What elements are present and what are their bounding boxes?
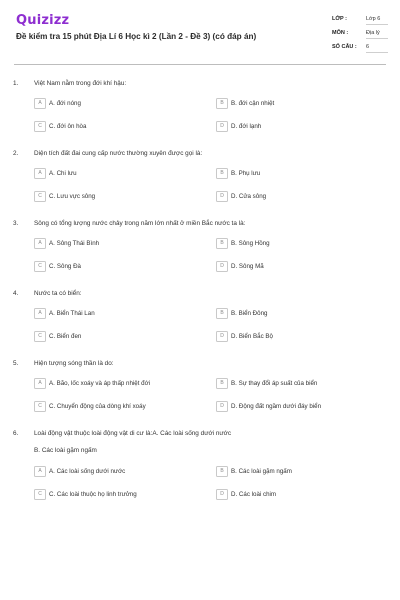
- option-letter-box: A: [34, 466, 46, 477]
- option-text: B. Sông Hồng: [231, 239, 270, 247]
- option-letter-box: C: [34, 489, 46, 500]
- option-letter-box: D: [216, 489, 228, 500]
- option-text: D. Động đất ngầm dưới đáy biển: [231, 402, 322, 410]
- option-letter-box: D: [216, 191, 228, 202]
- question-text: Hiện tượng sóng thần là do:: [34, 360, 114, 367]
- option-text: C. Biển đen: [49, 332, 82, 340]
- meta-subject: [332, 28, 390, 42]
- question-number: 3.: [13, 220, 19, 227]
- option-text: C. Các loài thuộc họ linh trưởng: [49, 490, 137, 498]
- question-number: 5.: [13, 360, 19, 367]
- meta-class-label: LỚP :: [332, 16, 347, 22]
- meta-class-value: Lớp 6: [366, 16, 388, 25]
- question-number: 2.: [13, 150, 19, 157]
- option-text: C. Chuyển động của dòng khí xoáy: [49, 402, 146, 410]
- option-text: D. đới lạnh: [231, 122, 262, 130]
- option-text: D. Biển Bắc Bộ: [231, 332, 273, 340]
- quizizz-logo: Quizizz: [16, 13, 70, 28]
- option-text: D. Cửa sông: [231, 192, 267, 200]
- option-text: C. đới ôn hòa: [49, 122, 87, 130]
- option-letter-box: D: [216, 121, 228, 132]
- meta-subject-value: Địa lý: [366, 30, 388, 39]
- option-text: A. Sông Thái Bình: [49, 239, 100, 247]
- option-letter-box: B: [216, 98, 228, 109]
- option-text: A. Bão, lốc xoáy và áp thấp nhiệt đới: [49, 379, 151, 387]
- question-number: 1.: [13, 80, 19, 87]
- question-text: Nước ta có biển:: [34, 290, 82, 297]
- option-letter-box: A: [34, 378, 46, 389]
- option-text: A. Chi lưu: [49, 169, 77, 177]
- option-letter-box: C: [34, 191, 46, 202]
- option-letter-box: D: [216, 261, 228, 272]
- meta-class: [332, 14, 390, 28]
- option-letter-box: C: [34, 401, 46, 412]
- question-text: Loài động vật thuộc loài động vật di cư là:A. Các loài sống dưới nước: [34, 430, 232, 437]
- header-divider: [14, 64, 386, 65]
- option-letter-box: C: [34, 121, 46, 132]
- option-letter-box: D: [216, 331, 228, 342]
- question-number: 6.: [13, 430, 19, 437]
- option-letter-box: C: [34, 261, 46, 272]
- option-text: C. Lưu vực sông: [49, 192, 96, 200]
- worksheet-meta: [332, 14, 390, 56]
- option-letter-box: C: [34, 331, 46, 342]
- option-text: D. Các loài chim: [231, 490, 277, 498]
- meta-question-count: [332, 42, 390, 56]
- meta-subject-label: MÔN :: [332, 30, 349, 36]
- option-letter-box: A: [34, 168, 46, 179]
- meta-question-count-label: SỐ CÂU :: [332, 44, 357, 50]
- option-letter-box: A: [34, 98, 46, 109]
- question-text: Sông có tổng lượng nước chảy trong năm lớn nhất ở miền Bắc nước ta là:: [34, 220, 246, 227]
- worksheet-title: Đề kiểm tra 15 phút Địa Lí 6 Học kì 2 (Lần 2 - Đề 3) (có đáp án): [16, 32, 257, 41]
- option-letter-box: B: [216, 378, 228, 389]
- question-number: 4.: [13, 290, 19, 297]
- option-text: B. Các loài gặm ngấm: [231, 467, 292, 475]
- option-text: B. Biển Đông: [231, 309, 268, 317]
- option-letter-box: B: [216, 168, 228, 179]
- option-text: A. đới nóng: [49, 99, 81, 107]
- option-letter-box: A: [34, 238, 46, 249]
- option-letter-box: A: [34, 308, 46, 319]
- option-text: A. Biển Thái Lan: [49, 309, 95, 317]
- option-text: C. Sông Đà: [49, 262, 81, 270]
- option-letter-box: B: [216, 238, 228, 249]
- option-letter-box: B: [216, 308, 228, 319]
- question-text: Diện tích đất đai cung cấp nước thường xuyên được gọi là:: [34, 150, 203, 157]
- option-letter-box: B: [216, 466, 228, 477]
- question-text: Việt Nam nằm trong đới khí hậu:: [34, 80, 127, 87]
- option-text: B. Sự thay đổi áp suất của biển: [231, 379, 318, 387]
- meta-question-count-value: 6: [366, 44, 388, 53]
- option-letter-box: D: [216, 401, 228, 412]
- option-text: D. Sông Mã: [231, 262, 264, 270]
- question-text-continued: B. Các loài gặm ngấm: [34, 447, 97, 454]
- option-text: A. Các loài sống dưới nước: [49, 467, 126, 475]
- option-text: B. đới cận nhiệt: [231, 99, 275, 107]
- option-text: B. Phụ lưu: [231, 169, 261, 177]
